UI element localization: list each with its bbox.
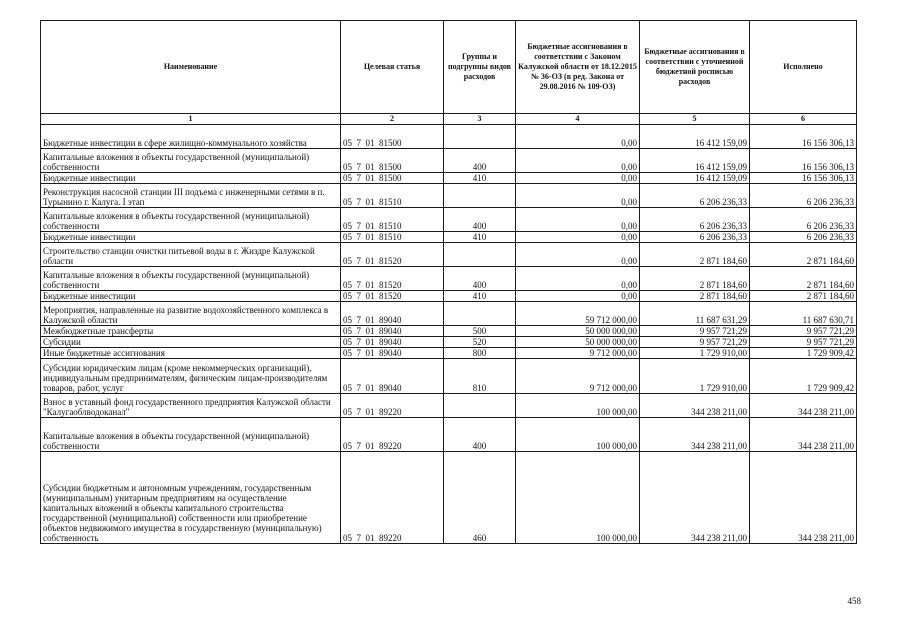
column-number-row — [41, 114, 857, 125]
row-expense-group: 400 — [444, 267, 516, 291]
column-number: 5 — [640, 114, 750, 125]
row-refined-allocation: 16 412 159,09 — [640, 149, 750, 173]
header-executed: Исполнено — [750, 21, 857, 114]
table-row — [41, 208, 857, 232]
column-number: 4 — [516, 114, 640, 125]
row-executed: 2 871 184,60 — [750, 243, 857, 267]
row-target-article: 05 7 01 89040 — [341, 302, 444, 326]
row-executed: 2 871 184,60 — [750, 291, 857, 302]
row-refined-allocation: 11 687 631,29 — [640, 302, 750, 326]
table-row — [41, 337, 857, 348]
row-refined-allocation: 344 238 211,00 — [640, 418, 750, 452]
row-law-allocation: 100 000,00 — [516, 394, 640, 418]
row-expense-group — [444, 302, 516, 326]
row-executed: 16 156 306,13 — [750, 149, 857, 173]
budget-table — [40, 20, 857, 544]
table-row — [41, 348, 857, 359]
table-row — [41, 125, 857, 149]
row-refined-allocation: 2 871 184,60 — [640, 291, 750, 302]
column-number: 1 — [41, 114, 341, 125]
row-target-article: 05 7 01 89220 — [341, 452, 444, 544]
row-target-article: 05 7 01 81500 — [341, 125, 444, 149]
row-target-article: 05 7 01 81510 — [341, 184, 444, 208]
column-number: 2 — [341, 114, 444, 125]
row-expense-group: 400 — [444, 418, 516, 452]
row-executed: 6 206 236,33 — [750, 208, 857, 232]
row-name: Взнос в уставный фонд государственного предприятия Калужской области "Калугаоблводоканал" — [41, 394, 341, 418]
column-number: 3 — [444, 114, 516, 125]
row-expense-group: 410 — [444, 173, 516, 184]
header-target-article: Целевая статья — [341, 21, 444, 114]
table-row — [41, 452, 857, 544]
row-name: Бюджетные инвестиции — [41, 232, 341, 243]
row-expense-group: 410 — [444, 232, 516, 243]
row-law-allocation: 0,00 — [516, 184, 640, 208]
table-row — [41, 326, 857, 337]
row-name: Реконструкция насосной станции III подъема с инженерными сетями в п. Турынино г. Калуга. I этап — [41, 184, 341, 208]
row-refined-allocation: 344 238 211,00 — [640, 452, 750, 544]
row-expense-group: 800 — [444, 348, 516, 359]
row-executed: 344 238 211,00 — [750, 394, 857, 418]
row-expense-group — [444, 125, 516, 149]
row-law-allocation: 9 712 000,00 — [516, 359, 640, 394]
row-refined-allocation: 344 238 211,00 — [640, 394, 750, 418]
row-target-article: 05 7 01 81520 — [341, 291, 444, 302]
row-expense-group — [444, 394, 516, 418]
row-name: Капитальные вложения в объекты государственной (муниципальной) собственности — [41, 149, 341, 173]
table-row — [41, 149, 857, 173]
table-row — [41, 291, 857, 302]
row-target-article: 05 7 01 81500 — [341, 149, 444, 173]
header-law-allocations: Бюджетные ассигнования в соответствии с Законом Калужской области от 18.12.2015 № 36-ОЗ (в ред. Закона от 29.08.2016 № 109-ОЗ) — [516, 21, 640, 114]
row-refined-allocation: 9 957 721,29 — [640, 337, 750, 348]
row-executed: 344 238 211,00 — [750, 418, 857, 452]
row-law-allocation: 0,00 — [516, 267, 640, 291]
row-target-article: 05 7 01 89040 — [341, 359, 444, 394]
table-row — [41, 184, 857, 208]
table-row — [41, 267, 857, 291]
row-expense-group: 400 — [444, 149, 516, 173]
header-row — [41, 21, 857, 114]
row-law-allocation: 50 000 000,00 — [516, 326, 640, 337]
row-law-allocation: 0,00 — [516, 232, 640, 243]
row-target-article: 05 7 01 89220 — [341, 418, 444, 452]
table-row — [41, 394, 857, 418]
row-refined-allocation: 6 206 236,33 — [640, 184, 750, 208]
row-name: Иные бюджетные ассигнования — [41, 348, 341, 359]
row-law-allocation: 0,00 — [516, 173, 640, 184]
row-name: Межбюджетные трансферты — [41, 326, 341, 337]
row-name: Мероприятия, направленные на развитие водохозяйственного комплекса в Калужской области — [41, 302, 341, 326]
table-row — [41, 359, 857, 394]
row-name: Строительство станции очистки питьевой воды в г. Жиздре Калужской области — [41, 243, 341, 267]
row-law-allocation: 50 000 000,00 — [516, 337, 640, 348]
row-refined-allocation: 6 206 236,33 — [640, 208, 750, 232]
row-refined-allocation: 16 412 159,09 — [640, 125, 750, 149]
row-law-allocation: 0,00 — [516, 243, 640, 267]
row-target-article: 05 7 01 81520 — [341, 267, 444, 291]
table-row — [41, 173, 857, 184]
row-name: Капитальные вложения в объекты государственной (муниципальной) собственности — [41, 267, 341, 291]
row-name: Субсидии — [41, 337, 341, 348]
row-target-article: 05 7 01 89040 — [341, 348, 444, 359]
table-row — [41, 302, 857, 326]
row-law-allocation: 0,00 — [516, 125, 640, 149]
row-name: Бюджетные инвестиции — [41, 173, 341, 184]
row-refined-allocation: 16 412 159,09 — [640, 173, 750, 184]
row-target-article: 05 7 01 81510 — [341, 208, 444, 232]
row-law-allocation: 0,00 — [516, 291, 640, 302]
row-name: Субсидии юридическим лицам (кроме некоммерческих организаций), индивидуальным предпринимателям, физическим лицам-производителям товаров, работ, услуг — [41, 359, 341, 394]
row-expense-group: 460 — [444, 452, 516, 544]
row-refined-allocation: 1 729 910,00 — [640, 348, 750, 359]
row-law-allocation: 9 712 000,00 — [516, 348, 640, 359]
header-expense-groups: Группы и подгруппы видов расходов — [444, 21, 516, 114]
row-name: Субсидии бюджетным и автономным учреждениям, государственным (муниципальным) унитарным предприятиям на осуществление капитальных вложений в объекты капитального строительства государственной (муниципальной) собственности или приобретение объектов недвижимого имущества в государственную (муниципальную) собственность — [41, 452, 341, 544]
row-refined-allocation: 9 957 721,29 — [640, 326, 750, 337]
row-expense-group: 410 — [444, 291, 516, 302]
header-refined-allocations: Бюджетные ассигнования в соответствии с уточненной бюджетной росписью расходов — [640, 21, 750, 114]
row-law-allocation: 0,00 — [516, 149, 640, 173]
row-executed: 6 206 236,33 — [750, 232, 857, 243]
row-executed: 344 238 211,00 — [750, 452, 857, 544]
row-target-article: 05 7 01 89040 — [341, 337, 444, 348]
row-law-allocation: 100 000,00 — [516, 452, 640, 544]
table-body — [41, 125, 857, 544]
row-law-allocation: 59 712 000,00 — [516, 302, 640, 326]
row-target-article: 05 7 01 89040 — [341, 326, 444, 337]
row-expense-group — [444, 184, 516, 208]
row-target-article: 05 7 01 89220 — [341, 394, 444, 418]
row-name: Бюджетные инвестиции — [41, 291, 341, 302]
row-name: Капитальные вложения в объекты государственной (муниципальной) собственности — [41, 418, 341, 452]
row-law-allocation: 0,00 — [516, 208, 640, 232]
row-executed: 1 729 909,42 — [750, 359, 857, 394]
row-executed: 16 156 306,13 — [750, 173, 857, 184]
header-name: Наименование — [41, 21, 341, 114]
row-target-article: 05 7 01 81510 — [341, 232, 444, 243]
table-row — [41, 232, 857, 243]
row-name: Бюджетные инвестиции в сфере жилищно-коммунального хозяйства — [41, 125, 341, 149]
row-executed: 2 871 184,60 — [750, 267, 857, 291]
row-target-article: 05 7 01 81520 — [341, 243, 444, 267]
page-number: 458 — [847, 596, 861, 606]
row-executed: 6 206 236,33 — [750, 184, 857, 208]
table-row — [41, 418, 857, 452]
row-expense-group: 520 — [444, 337, 516, 348]
row-executed: 1 729 909,42 — [750, 348, 857, 359]
row-refined-allocation: 2 871 184,60 — [640, 243, 750, 267]
column-number: 6 — [750, 114, 857, 125]
budget-sheet — [40, 20, 856, 544]
row-executed: 11 687 630,71 — [750, 302, 857, 326]
row-executed: 9 957 721,29 — [750, 326, 857, 337]
row-refined-allocation: 2 871 184,60 — [640, 267, 750, 291]
row-executed: 16 156 306,13 — [750, 125, 857, 149]
row-expense-group: 400 — [444, 208, 516, 232]
row-refined-allocation: 6 206 236,33 — [640, 232, 750, 243]
row-target-article: 05 7 01 81500 — [341, 173, 444, 184]
row-refined-allocation: 1 729 910,00 — [640, 359, 750, 394]
table-row — [41, 243, 857, 267]
row-expense-group — [444, 243, 516, 267]
row-name: Капитальные вложения в объекты государственной (муниципальной) собственности — [41, 208, 341, 232]
row-expense-group: 810 — [444, 359, 516, 394]
row-law-allocation: 100 000,00 — [516, 418, 640, 452]
row-executed: 9 957 721,29 — [750, 337, 857, 348]
row-expense-group: 500 — [444, 326, 516, 337]
